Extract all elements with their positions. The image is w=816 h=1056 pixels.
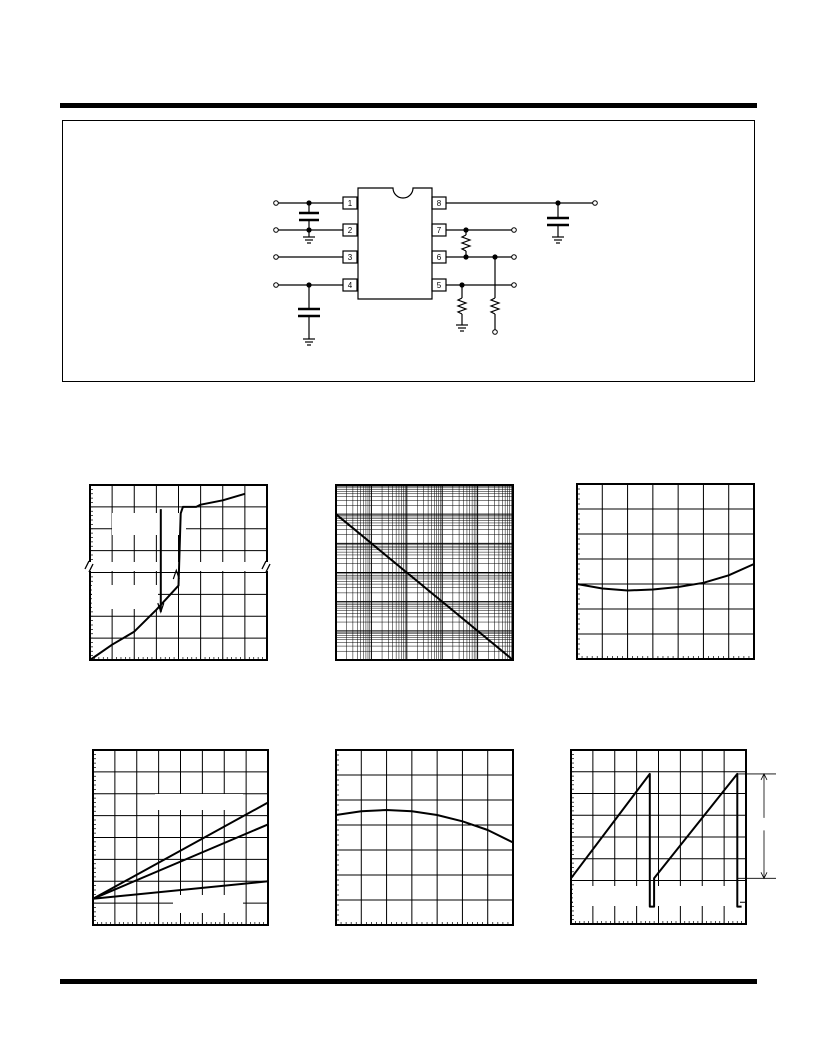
chart-4 <box>86 744 276 934</box>
plot-frame <box>577 484 754 659</box>
chart-6 <box>564 744 776 934</box>
chart-2 <box>330 478 520 668</box>
terminal-pin4 <box>274 283 279 288</box>
schematic-frame <box>62 120 755 382</box>
series-line <box>336 810 513 843</box>
chart-5 <box>330 744 520 934</box>
pin-1-label: 1 <box>347 199 353 208</box>
pin-4-label: 4 <box>347 281 353 290</box>
terminal-pin5 <box>512 283 517 288</box>
terminal-pin3 <box>274 255 279 260</box>
grid <box>336 750 513 925</box>
terminal-pin6 <box>512 255 517 260</box>
chart-3 <box>570 478 760 668</box>
grid <box>577 484 754 659</box>
pin-6-label: 6 <box>436 253 442 262</box>
test-circuit-schematic <box>63 121 756 383</box>
grid <box>336 485 513 660</box>
terminal-pin7 <box>512 228 517 233</box>
terminal-pin2 <box>274 228 279 233</box>
terminal-pin8 <box>593 201 598 206</box>
label-box <box>173 895 243 913</box>
bottom-rule <box>60 979 757 984</box>
label-box <box>92 585 158 609</box>
pin-8-label: 8 <box>436 199 442 208</box>
terminal-pin1 <box>274 201 279 206</box>
plot-frame <box>336 750 513 925</box>
label-box <box>112 513 186 535</box>
pin-3-label: 3 <box>347 253 353 262</box>
top-rule <box>60 103 757 108</box>
pin-5-label: 5 <box>436 281 442 290</box>
chart-1 <box>84 478 278 668</box>
series-line <box>336 514 513 660</box>
pin-7-label: 7 <box>436 226 442 235</box>
pin-2-label: 2 <box>347 226 353 235</box>
series-line <box>577 564 754 591</box>
label-box <box>573 886 740 906</box>
terminal-resistor <box>493 330 498 335</box>
label-box <box>155 794 243 810</box>
ic-package <box>358 188 432 299</box>
